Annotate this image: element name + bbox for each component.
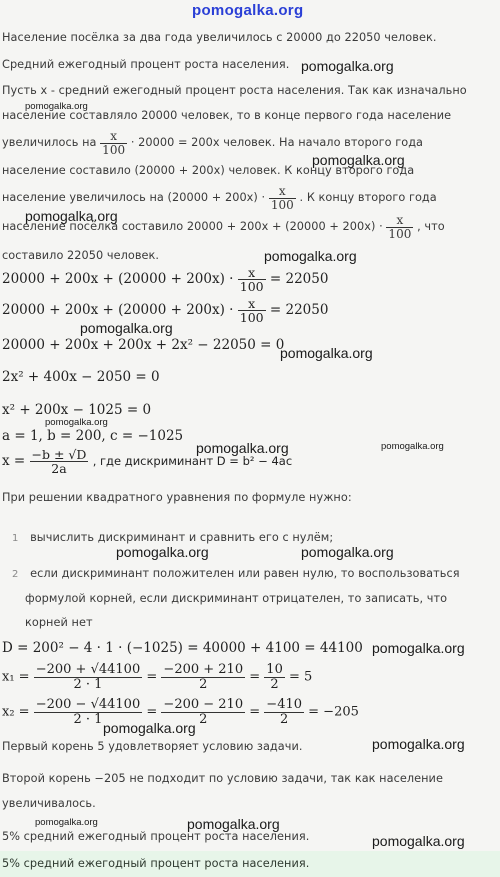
solution-line-3a: увеличилось на [2,136,97,150]
root2-text-1: Второй корень −205 не подходит по условию задачи, так как население [2,772,443,785]
site-watermark[interactable]: pomogalka.org [80,320,173,336]
answer-line: 5% средний ежегодный процент роста населения. [2,830,310,843]
site-watermark[interactable]: pomogalka.org [103,720,196,736]
equals-sign: = [146,704,158,720]
formula-fraction [30,448,89,475]
x2-denominator: 2 [161,712,245,727]
x1-tail: = 5 [288,669,313,685]
x1-fraction-3 [264,663,285,691]
x2-tail: = −205 [308,704,359,720]
equation-1-right: = 22050 [269,271,329,288]
fraction-numerator: x [278,184,286,198]
solution-line-4: население составило (20000 + 200x) человек. К концу второго года [2,164,415,177]
site-watermark-top[interactable]: pomogalka.org [192,2,304,19]
solution-line-3b: · 20000 = 200x человек. На начало второго года [130,136,424,150]
root1-text: Первый корень 5 удовлетворяет условию задачи. [2,740,303,753]
discriminant: D = 200² − 4 · 1 · (−1025) = 40000 + 4100 = 44100 [2,640,363,656]
x1-fraction-2 [161,663,245,691]
site-watermark[interactable]: pomogalka.org [45,417,108,428]
x1-numerator: −200 + √44100 [35,662,141,677]
list-item [12,531,333,544]
formula-numerator: −b ± √D [31,447,87,462]
x1-numerator: −200 + 210 [163,662,244,677]
fraction-x-100 [269,185,296,211]
fraction-x-100 [238,266,266,293]
site-watermark[interactable]: pomogalka.org [116,544,209,560]
x2-denominator: 2 · 1 [34,712,143,727]
problem-line-2: Средний ежегодный процент роста населения. [2,58,290,71]
equation-2-right: = 22050 [269,302,329,319]
site-watermark[interactable]: pomogalka.org [381,441,444,452]
root-x1 [2,663,312,691]
list-item-text-cont: корней нет [25,616,93,629]
site-watermark[interactable]: pomogalka.org [264,248,357,264]
site-watermark[interactable]: pomogalka.org [25,101,88,112]
x2-denominator: 2 [264,712,304,727]
list-number: 2 [12,569,19,580]
site-watermark[interactable]: pomogalka.org [372,736,465,752]
site-watermark[interactable]: pomogalka.org [187,816,280,832]
x2-numerator: −200 − 210 [163,697,244,712]
solution-line-1: Пусть x - средний ежегодный процент роста населения. Так как изначально [2,84,467,97]
fraction-numerator: x [248,296,256,311]
fraction-denominator: 100 [239,279,264,295]
list-item-text-cont: формулой корней, если дискриминант отрицателен, то записать, что [25,592,448,605]
equals-sign: = [146,669,158,685]
equation-5: x² + 200x − 1025 = 0 [2,402,152,418]
site-watermark[interactable]: pomogalka.org [372,640,465,656]
list-number: 1 [12,533,19,544]
site-watermark[interactable]: pomogalka.org [35,817,98,828]
site-watermark[interactable]: pomogalka.org [301,544,394,560]
formula-lhs: x = [2,453,26,470]
x1-numerator: 10 [266,662,283,677]
solution-line-2: население составляло 20000 человек, то в конце первого года население [2,109,452,122]
fraction-x-100 [238,297,266,324]
x1-fraction-1 [34,663,143,691]
rule-intro: При решении квадратного уравнения по формуле нужно: [2,491,352,504]
x2-numerator: −200 − √44100 [35,697,141,712]
equation-2-left: 20000 + 200x + (20000 + 200x) · [2,302,234,319]
fraction-numerator: x [396,213,404,227]
formula-tail: , где дискриминант D = b² − 4ac [92,454,293,469]
x2-lhs: x₂ = [2,704,30,720]
solution-line-5b: . К концу второго года [299,191,437,205]
list-item-text: вычислить дискриминант и сравнить его с нулём; [30,531,334,544]
site-watermark[interactable]: pomogalka.org [280,345,373,361]
equation-6: a = 1, b = 200, c = −1025 [2,428,184,444]
formula-denominator: 2a [30,461,89,475]
fraction-denominator: 100 [239,310,264,326]
fraction-numerator: x [110,129,118,143]
x1-lhs: x₁ = [2,669,30,685]
x1-denominator: 2 [264,677,285,692]
root2-text-2: увеличивалось. [2,797,96,810]
list-item-text: если дискриминант положителен или равен нулю, то воспользоваться [30,567,460,580]
fraction-x-100 [386,214,413,240]
fraction-denominator: 100 [388,226,412,241]
x2-fraction-3 [264,698,304,726]
fraction-denominator: 100 [270,197,294,212]
site-watermark[interactable]: pomogalka.org [196,440,289,456]
equals-sign: = [249,669,261,685]
list-item [12,567,460,580]
equation-1 [2,266,328,293]
equals-sign: = [249,704,261,720]
x1-denominator: 2 · 1 [34,677,143,692]
site-watermark[interactable]: pomogalka.org [301,58,394,74]
equation-3: 20000 + 200x + 200x + 2x² − 22050 = 0 [2,337,285,353]
equation-4: 2x² + 400x − 2050 = 0 [2,369,160,385]
fraction-x-100 [100,130,127,156]
solution-line-6a: население посёлка составило 20000 + 200x + (20000 + 200x) · [2,220,383,234]
final-answer: 5% средний ежегодный процент роста населения. [2,857,310,870]
x2-numerator: −410 [266,697,303,712]
x1-denominator: 2 [161,677,245,692]
site-watermark[interactable]: pomogalka.org [312,152,405,168]
solution-line-6b: , что [417,220,445,234]
site-watermark[interactable]: pomogalka.org [25,208,118,224]
problem-line-1: Население посёлка за два года увеличилось с 20000 до 22050 человек. [2,31,437,44]
site-watermark[interactable]: pomogalka.org [372,833,465,849]
equation-1-left: 20000 + 200x + (20000 + 200x) · [2,271,234,288]
fraction-numerator: x [248,265,256,280]
solution-line-5a: население увеличилось на (20000 + 200x) · [2,191,266,205]
fraction-denominator: 100 [102,142,126,157]
solution-line-7: составило 22050 человек. [2,249,160,262]
